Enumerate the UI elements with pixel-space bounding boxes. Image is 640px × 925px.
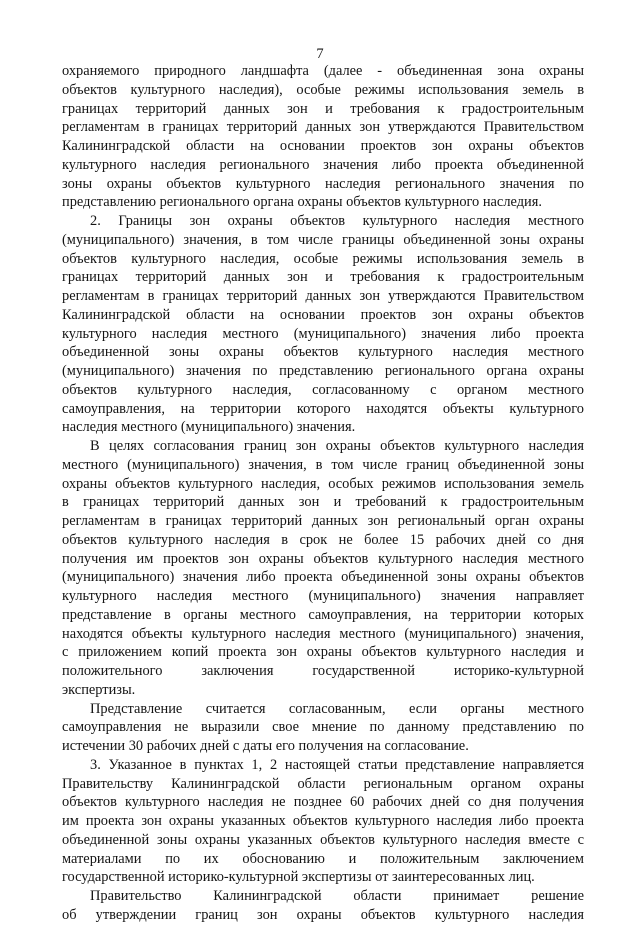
text-line: объектов культурного наследия), особые режимы использования земель в xyxy=(62,81,584,98)
text-line: границах территорий данных зон и требования к градостроительным xyxy=(62,269,584,286)
text-line: объектов культурного наследия, согласованному с органом местного xyxy=(62,381,584,398)
text-line: культурного наследия местного (муниципального) значения направляет xyxy=(62,588,584,604)
text-line: об утверждении границ зон охраны объектов культурного наследия xyxy=(62,906,584,923)
text-line: находятся объекты культурного наследия местного (муниципального) значения, xyxy=(62,625,584,642)
page-number: 7 xyxy=(316,46,324,62)
text-line: В целях согласования границ зон охраны объектов культурного наследия xyxy=(90,438,584,454)
text-line: с приложением копий проекта зон охраны объектов культурного наследия и xyxy=(62,644,584,661)
text-line: представление в органы местного самоуправления, на территории которых xyxy=(62,606,584,623)
text-line: 2. Границы зон охраны объектов культурного наследия местного xyxy=(90,213,584,229)
text-line: объектов культурного наследия не позднее 60 рабочих дней со дня получения xyxy=(62,794,584,811)
text-line: Правительству Калининградской области региональным органом охраны xyxy=(62,775,584,792)
text-line: (муниципального) значения по представлению регионального органа охраны xyxy=(62,363,584,379)
text-line: Калининградской области на основании проектов зон охраны объектов xyxy=(62,138,584,154)
text-line: границах территорий данных зон и требования к градостроительным xyxy=(62,100,584,117)
paragraph xyxy=(62,437,584,700)
text-line: регламентам в границах территорий данных зон региональный орган охраны xyxy=(62,513,584,529)
text-line: самоуправления не выразили свое мнение по данному представлению по xyxy=(62,719,584,736)
paragraph xyxy=(62,756,584,887)
paragraph xyxy=(62,212,584,437)
text-line: Калининградской области на основании проектов зон охраны объектов xyxy=(62,306,584,323)
text-line: объектов культурного наследия, особые режимы использования земель в xyxy=(62,250,584,267)
text-line: зоны охраны объектов культурного наследия регионального значения по xyxy=(62,175,584,192)
text-line: экспертизы. xyxy=(62,681,136,698)
text-line: объединенной зоны охраны объектов культурного наследия местного xyxy=(62,344,584,361)
text-line: им проекта зон охраны указанных объектов культурного наследия либо проекта xyxy=(62,813,584,829)
text-line: регламентам в границах территорий данных зон утверждаются Правительством xyxy=(62,119,584,136)
text-line: наследия местного (муниципального) значения. xyxy=(62,419,356,436)
text-line: материалами по их обоснованию и положительным заключением xyxy=(62,850,584,867)
text-line: объектов культурного наследия в срок не более 15 рабочих дней со дня xyxy=(62,531,584,548)
text-line: государственной историко-культурной экспертизы от заинтересованных лиц. xyxy=(62,869,535,886)
paragraph xyxy=(62,700,584,756)
paragraph xyxy=(62,62,584,212)
text-line: Представление считается согласованным, если органы местного xyxy=(90,700,584,717)
text-line: представлению регионального органа охраны объектов культурного наследия. xyxy=(62,194,542,211)
text-line: истечении 30 рабочих дней с даты его получения на согласование. xyxy=(62,738,469,754)
text-line: в границах территорий данных зон и требований к градостроительным xyxy=(62,494,584,511)
text-line: положительного заключения государственной историко-культурной xyxy=(62,663,584,679)
text-line: (муниципального) значения, в том числе границы объединенной зоны охраны xyxy=(62,231,584,248)
paragraph xyxy=(62,887,584,925)
text-line: объединенной зоны охраны указанных объектов культурного наследия вместе с xyxy=(62,831,584,848)
text-line: культурного наследия местного (муниципального) значения либо проекта xyxy=(62,325,584,342)
document-body xyxy=(62,62,584,925)
text-line: охраны объектов культурного наследия, особых режимов использования земель xyxy=(62,475,584,492)
text-line: Правительство Калининградской области принимает решение xyxy=(90,888,584,904)
text-line: регламентам в границах территорий данных зон утверждаются Правительством xyxy=(62,288,584,304)
text-line: охраняемого природного ландшафта (далее - объединенная зона охраны xyxy=(62,63,584,79)
text-line: самоуправления, на территории которого находятся объекты культурного xyxy=(62,400,584,417)
text-line: культурного наследия регионального значения либо проекта объединенной xyxy=(62,156,584,173)
text-line: (муниципального) значения либо проекта объединенной зоны охраны объектов xyxy=(62,569,584,586)
text-line: 3. Указанное в пунктах 1, 2 настоящей статьи представление направляется xyxy=(90,756,584,773)
text-line: получения им проектов зон охраны объектов культурного наследия местного xyxy=(62,550,584,567)
text-line: местного (муниципального) значения, в том числе границ объединенной зоны xyxy=(62,456,584,473)
